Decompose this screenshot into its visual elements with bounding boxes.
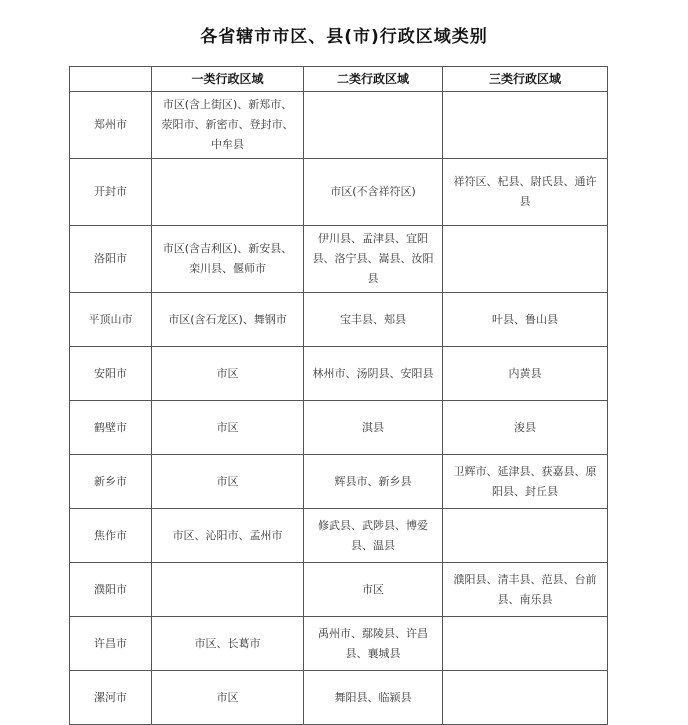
class3-cell: 内黄县 bbox=[443, 347, 608, 401]
city-cell: 开封市 bbox=[70, 159, 152, 226]
class2-cell: 淇县 bbox=[304, 401, 443, 455]
class2-cell: 辉县市、新乡县 bbox=[304, 455, 443, 509]
header-class1: 一类行政区域 bbox=[152, 67, 304, 92]
class3-cell: 濮阳县、清丰县、范县、台前县、南乐县 bbox=[443, 563, 608, 617]
city-cell: 郑州市 bbox=[70, 92, 152, 159]
table-row bbox=[70, 509, 608, 563]
class1-cell bbox=[152, 563, 304, 617]
class1-cell: 市区 bbox=[152, 401, 304, 455]
class2-cell bbox=[304, 92, 443, 159]
city-cell: 许昌市 bbox=[70, 617, 152, 671]
class2-cell: 禹州市、鄢陵县、许昌县、襄城县 bbox=[304, 617, 443, 671]
city-cell: 漯河市 bbox=[70, 671, 152, 725]
class1-cell: 市区(含石龙区)、舞钢市 bbox=[152, 293, 304, 347]
class2-cell: 修武县、武陟县、博爱县、温县 bbox=[304, 509, 443, 563]
header-class2: 二类行政区域 bbox=[304, 67, 443, 92]
class2-cell: 市区(不含祥符区) bbox=[304, 159, 443, 226]
class3-cell bbox=[443, 92, 608, 159]
class2-cell: 市区 bbox=[304, 563, 443, 617]
class1-cell bbox=[152, 159, 304, 226]
class2-cell: 宝丰县、郏县 bbox=[304, 293, 443, 347]
city-cell: 濮阳市 bbox=[70, 563, 152, 617]
table-row bbox=[70, 92, 608, 159]
city-cell: 平顶山市 bbox=[70, 293, 152, 347]
city-cell: 新乡市 bbox=[70, 455, 152, 509]
city-cell: 鹤壁市 bbox=[70, 401, 152, 455]
table-row bbox=[70, 455, 608, 509]
class2-cell: 林州市、汤阴县、安阳县 bbox=[304, 347, 443, 401]
page-title: 各省辖市市区、县(市)行政区域类别 bbox=[200, 27, 488, 47]
class1-cell: 市区(含吉利区)、新安县、栾川县、偃师市 bbox=[152, 226, 304, 293]
table-row bbox=[70, 159, 608, 226]
header-class3: 三类行政区域 bbox=[443, 67, 608, 92]
table-row bbox=[70, 671, 608, 725]
class1-cell: 市区 bbox=[152, 671, 304, 725]
city-cell: 洛阳市 bbox=[70, 226, 152, 293]
table-row bbox=[70, 293, 608, 347]
class1-cell: 市区、长葛市 bbox=[152, 617, 304, 671]
table-row bbox=[70, 617, 608, 671]
class3-cell bbox=[443, 617, 608, 671]
header-city bbox=[70, 67, 152, 92]
class3-cell: 卫辉市、延津县、获嘉县、原阳县、封丘县 bbox=[443, 455, 608, 509]
class1-cell: 市区 bbox=[152, 455, 304, 509]
city-cell: 焦作市 bbox=[70, 509, 152, 563]
class1-cell: 市区、沁阳市、孟州市 bbox=[152, 509, 304, 563]
table-header-row bbox=[70, 67, 608, 92]
class1-cell: 市区(含上街区)、新郑市、荥阳市、新密市、登封市、中牟县 bbox=[152, 92, 304, 159]
class2-cell: 伊川县、孟津县、宜阳县、洛宁县、嵩县、汝阳县 bbox=[304, 226, 443, 293]
class2-cell: 舞阳县、临颍县 bbox=[304, 671, 443, 725]
class3-cell: 浚县 bbox=[443, 401, 608, 455]
table-row bbox=[70, 347, 608, 401]
city-cell: 安阳市 bbox=[70, 347, 152, 401]
table-row bbox=[70, 226, 608, 293]
class3-cell bbox=[443, 226, 608, 293]
table-row bbox=[70, 401, 608, 455]
class3-cell bbox=[443, 671, 608, 725]
region-table bbox=[69, 66, 608, 725]
class3-cell: 祥符区、杞县、尉氏县、通许县 bbox=[443, 159, 608, 226]
table-row bbox=[70, 563, 608, 617]
class1-cell: 市区 bbox=[152, 347, 304, 401]
class3-cell bbox=[443, 509, 608, 563]
class3-cell: 叶县、鲁山县 bbox=[443, 293, 608, 347]
